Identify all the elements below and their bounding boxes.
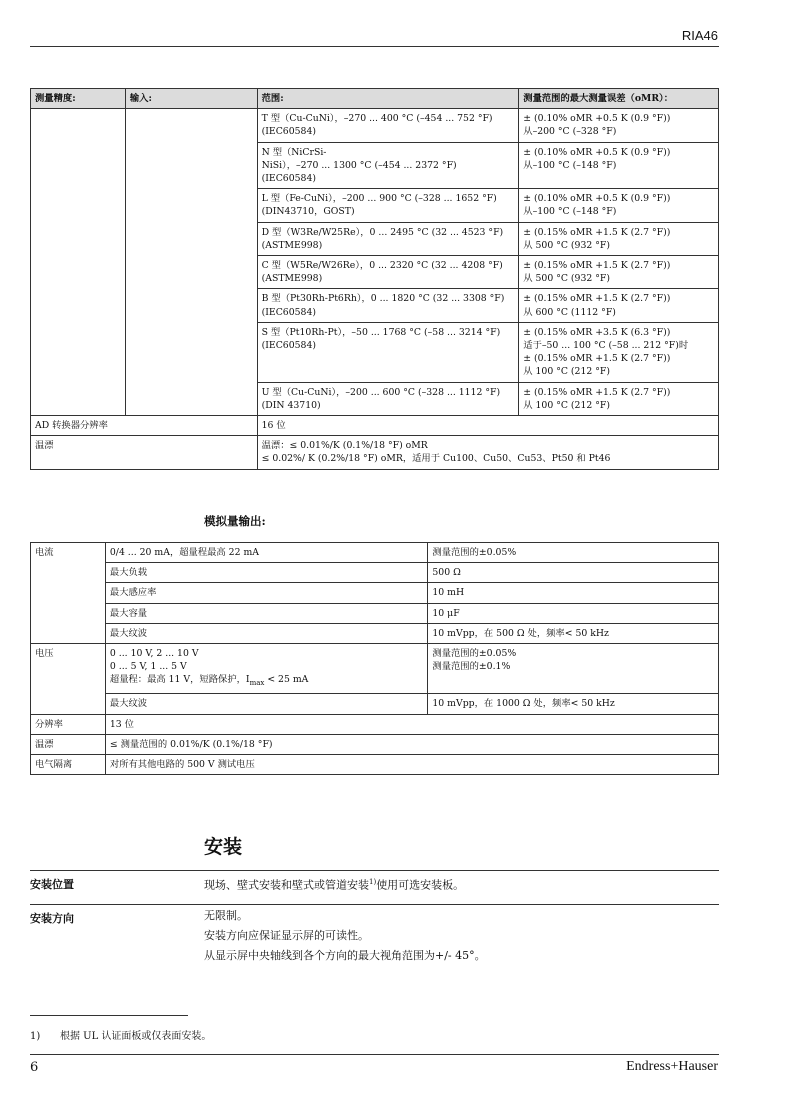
- voltage-accuracy: [428, 644, 719, 694]
- range-cell-line: U 型（Cu-CuNi），–200 ... 600 °C (–328 ... 1112 °F): [261, 386, 501, 398]
- orientation-text: [204, 906, 486, 966]
- location-text: [204, 872, 464, 896]
- current-cell: 500 Ω: [428, 563, 719, 583]
- table-row: [31, 623, 719, 643]
- footnote-text: 根据 UL 认证面板或仅表面安装。: [60, 1031, 212, 1042]
- table-row: [31, 563, 719, 583]
- section-rule: [30, 870, 719, 871]
- table-row: [31, 694, 719, 714]
- error-cell: [519, 382, 719, 415]
- current-cell: 最大容量: [105, 603, 428, 623]
- error-cell-line: 适于–50 ... 100 °C (–58 ... 212 °F)时: [523, 340, 689, 352]
- table-row: [31, 543, 719, 563]
- range-cell-line: S 型（Pt10Rh-Pt），–50 ... 1768 °C (–58 ... 3214 °F): [261, 326, 501, 338]
- footer-rule: [30, 1054, 719, 1055]
- error-cell-line: ± (0.15% oMR +1.5 K (2.7 °F)): [523, 226, 671, 238]
- table-row: [31, 734, 719, 754]
- error-cell-line: ± (0.15% oMR +1.5 K (2.7 °F)): [523, 260, 671, 272]
- brand-name: Endress+Hauser: [626, 1059, 718, 1074]
- footnote-rule: [30, 1015, 188, 1016]
- resolution-value: 13 位: [105, 714, 718, 734]
- accuracy-table-header: [31, 89, 719, 109]
- imax-value: < 25 mA: [264, 674, 309, 686]
- output-drift-value: ≤ 测量范围的 0.01%/K (0.1%/18 °F): [105, 734, 718, 754]
- range-cell: [257, 142, 519, 189]
- range-cell-line: C 型（W5Re/W26Re），0 ... 2320 °C (32 ... 4208 °F): [261, 260, 503, 272]
- error-cell-line: 从 100 °C (212 °F): [523, 399, 610, 411]
- drift-line-2: ≤ 0.02%/ K (0.2%/18 °F) oMR，适用于 Cu100、Cu50、Cu53、Pt50 和 Pt46: [261, 453, 611, 465]
- installation-heading: 安装: [204, 836, 243, 858]
- error-cell: [519, 109, 719, 142]
- range-cell-line: (DIN43710，GOST): [261, 206, 355, 218]
- analog-output-title: 模拟量输出:: [204, 514, 266, 528]
- voltage-label: 电压: [31, 644, 106, 715]
- voltage-line: 0 ... 5 V, 1 ... 5 V: [109, 661, 187, 673]
- range-cell-line: (IEC60584): [261, 340, 317, 352]
- location-label: 安装位置: [30, 878, 74, 891]
- orientation-line: 从显示屏中央轴线到各个方向的最大视角范围为+/- 45°。: [204, 949, 486, 962]
- document-id: RIA46: [681, 28, 718, 43]
- ad-label: AD 转换器分辨率: [31, 416, 258, 436]
- drift-line-1: 温漂：≤ 0.01%/K (0.1%/18 °F) oMR: [261, 440, 428, 452]
- output-drift-label: 温漂: [31, 734, 106, 754]
- current-cell: 最大感应率: [105, 583, 428, 603]
- range-cell: [257, 109, 519, 142]
- error-cell-line: ± (0.10% oMR +0.5 K (0.9 °F)): [523, 113, 671, 125]
- range-cell: [257, 382, 519, 415]
- range-cell-line: L 型（Fe-CuNi），–200 ... 900 °C (–328 ... 1652 °F): [261, 193, 497, 205]
- range-cell-line: (DIN 43710): [261, 399, 321, 411]
- voltage-ranges: [105, 644, 428, 694]
- header-rule: [30, 46, 719, 47]
- error-cell-line: 从–200 °C (–328 °F): [523, 126, 617, 138]
- range-cell: [257, 189, 519, 222]
- drift-value: [257, 436, 718, 469]
- error-cell-line: 从–100 °C (–148 °F): [523, 159, 617, 171]
- accuracy-blank-cell: [31, 109, 126, 416]
- section-rule: [30, 904, 719, 905]
- error-cell: [519, 256, 719, 289]
- current-label: 电流: [31, 543, 106, 644]
- table-row: [31, 583, 719, 603]
- range-cell: [257, 322, 519, 382]
- current-cell: 0/4 ... 20 mA，超量程最高 22 mA: [105, 543, 428, 563]
- error-cell-line: ± (0.15% oMR +1.5 K (2.7 °F)): [523, 386, 671, 398]
- range-cell: [257, 222, 519, 255]
- range-cell-line: (ASTME998): [261, 239, 323, 251]
- analog-output-table: [30, 542, 719, 775]
- accuracy-table: [30, 88, 719, 470]
- error-cell-line: ± (0.15% oMR +1.5 K (2.7 °F)): [523, 293, 671, 305]
- header-range: 范围:: [257, 89, 519, 109]
- footnote: [30, 1027, 211, 1042]
- isolation-label: 电气隔离: [31, 755, 106, 775]
- input-blank-cell: [125, 109, 257, 416]
- range-cell: [257, 289, 519, 322]
- orientation-line: 无限制。: [204, 909, 248, 922]
- isolation-value: 对所有其他电路的 500 V 测试电压: [105, 755, 718, 775]
- current-cell: 测量范围的±0.05%: [428, 543, 719, 563]
- table-row: [31, 109, 719, 142]
- range-cell-line: (IEC60584): [261, 306, 317, 318]
- table-row: [31, 755, 719, 775]
- error-cell-line: ± (0.15% oMR +1.5 K (2.7 °F)): [523, 353, 671, 365]
- footnote-ref: 1): [369, 878, 377, 886]
- range-cell-line: (ASTME998): [261, 273, 323, 285]
- footnote-number: 1): [30, 1031, 41, 1042]
- current-cell: 最大纹波: [105, 623, 428, 643]
- current-cell: 最大负载: [105, 563, 428, 583]
- error-cell: [519, 322, 719, 382]
- error-cell: [519, 189, 719, 222]
- page-number: 6: [30, 1060, 39, 1075]
- header-accuracy: 测量精度:: [31, 89, 126, 109]
- range-cell: [257, 256, 519, 289]
- range-cell-line: (IEC60584): [261, 126, 317, 138]
- orientation-label: 安装方向: [30, 912, 74, 925]
- voltage-line: 0 ... 10 V, 2 ... 10 V: [109, 648, 199, 660]
- voltage-ripple-value: 10 mVpp，在 1000 Ω 处，频率< 50 kHz: [428, 694, 719, 714]
- location-main: 现场、壁式安装和壁式或管道安装: [204, 878, 369, 892]
- range-cell-line: D 型（W3Re/W25Re），0 ... 2495 °C (32 ... 4523 °F): [261, 226, 504, 238]
- error-cell-line: 从–100 °C (–148 °F): [523, 206, 617, 218]
- voltage-line: [110, 673, 424, 690]
- ad-row: [31, 416, 719, 436]
- location-tail: 使用可选安装板。: [376, 878, 465, 892]
- voltage-ripple-label: 最大纹波: [105, 694, 428, 714]
- current-cell: 10 μF: [428, 603, 719, 623]
- error-cell-line: 从 600 °C (1112 °F): [523, 306, 616, 318]
- overrange-text: 超量程：最高 11 V，短路保护，I: [109, 674, 250, 686]
- error-cell-line: ± (0.10% oMR +0.5 K (0.9 °F)): [523, 146, 671, 158]
- table-row: [31, 714, 719, 734]
- error-cell: [519, 222, 719, 255]
- range-cell-line: NiSi），–270 ... 1300 °C (–454 ... 2372 °F): [261, 159, 457, 171]
- range-cell-line: N 型（NiCrSi-: [261, 146, 327, 158]
- header-max-error: 测量范围的最大测量误差（oMR）：: [519, 89, 719, 109]
- header-input: 输入:: [125, 89, 257, 109]
- ad-value: 16 位: [257, 416, 718, 436]
- error-cell-line: 从 500 °C (932 °F): [523, 239, 610, 251]
- table-row: [31, 644, 719, 694]
- error-cell-line: 从 500 °C (932 °F): [523, 273, 610, 285]
- error-cell-line: 从 100 °C (212 °F): [523, 366, 610, 378]
- voltage-acc-line: 测量范围的±0.05%: [432, 648, 517, 660]
- range-cell-line: B 型（Pt30Rh-Pt6Rh），0 ... 1820 °C (32 ... 3308 °F): [261, 293, 505, 305]
- current-cell: 10 mH: [428, 583, 719, 603]
- error-cell-line: ± (0.15% oMR +3.5 K (6.3 °F)): [523, 326, 671, 338]
- table-row: [31, 603, 719, 623]
- range-cell-line: T 型（Cu-CuNi），–270 ... 400 °C (–454 ... 752 °F): [261, 113, 493, 125]
- error-cell-line: ± (0.10% oMR +0.5 K (0.9 °F)): [523, 193, 671, 205]
- range-cell-line: (IEC60584): [261, 173, 317, 185]
- error-cell: [519, 289, 719, 322]
- imax-subscript: max: [249, 679, 265, 688]
- drift-row: [31, 436, 719, 469]
- current-cell: 10 mVpp，在 500 Ω 处，频率< 50 kHz: [428, 623, 719, 643]
- voltage-acc-line: 测量范围的±0.1%: [432, 661, 511, 673]
- drift-label: 温漂: [31, 436, 258, 469]
- resolution-label: 分辨率: [31, 714, 106, 734]
- error-cell: [519, 142, 719, 189]
- orientation-line: 安装方向应保证显示屏的可读性。: [204, 929, 369, 942]
